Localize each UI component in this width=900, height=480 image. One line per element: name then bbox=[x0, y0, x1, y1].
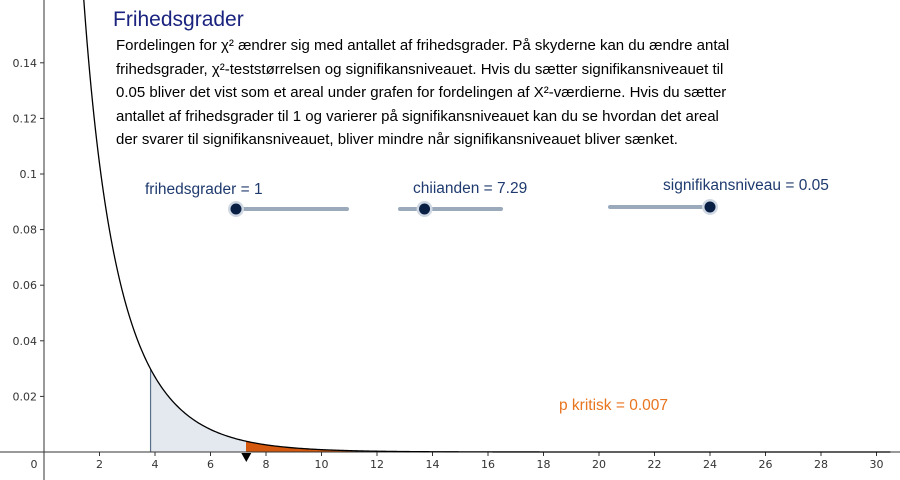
description-line: frihedsgrader, χ²-teststørrelsen og signifikansniveauet. Hvis du sætter signifikansniveauet til bbox=[116, 60, 724, 78]
description-line: der svarer til signifikansniveauet, bliver mindre når signifikansniveauet bliver sænket. bbox=[116, 131, 678, 148]
sig-slider-knob[interactable] bbox=[705, 202, 716, 213]
x-tick-label: 8 bbox=[262, 458, 270, 471]
x-tick-label: 26 bbox=[758, 458, 773, 471]
y-tick-label: 0.04 bbox=[12, 334, 37, 348]
df-slider-knob[interactable] bbox=[231, 204, 242, 215]
description-text bbox=[116, 34, 796, 152]
df-slider-label: frihedsgrader = 1 bbox=[145, 181, 263, 198]
description-line: Fordelingen for χ² ændrer sig med antallet af frihedsgrader. På skyderne kan du ændre antal bbox=[116, 37, 730, 54]
y-tick-label: 0.14 bbox=[12, 56, 37, 70]
y-tick-label: 0.1 bbox=[19, 168, 37, 181]
x-tick-label: 16 bbox=[481, 458, 495, 471]
x-tick-label: 10 bbox=[314, 458, 329, 471]
y-tick-label: 0.12 bbox=[12, 112, 37, 126]
chi-value-marker bbox=[241, 453, 251, 462]
x-tick-label: 18 bbox=[536, 458, 551, 471]
x-tick-label: 20 bbox=[592, 458, 606, 471]
x-tick-label: 30 bbox=[869, 458, 884, 471]
p-critical-label: p kritisk = 0.007 bbox=[559, 397, 668, 414]
x-tick-label: 6 bbox=[207, 458, 214, 471]
significance-area bbox=[151, 369, 247, 452]
description-line: 0.05 bliver det vist som et areal under grafen for fordelingen af X²-værdierne. Hvis du sætter bbox=[116, 84, 727, 101]
x-tick-label: 2 bbox=[96, 458, 103, 471]
y-tick-label: 0.06 bbox=[12, 279, 37, 293]
page-title: Frihedsgrader bbox=[113, 8, 244, 31]
x-tick-label: 12 bbox=[370, 458, 384, 471]
x-tick-label: 0 bbox=[30, 458, 38, 471]
chi-slider-knob[interactable] bbox=[419, 204, 430, 215]
y-tick-label: 0.02 bbox=[12, 390, 37, 404]
x-tick-label: 14 bbox=[425, 458, 440, 471]
chi-slider-label: chiianden = 7.29 bbox=[413, 180, 528, 197]
description-line: antallet af frihedsgrader til 1 og varierer på signifikansniveauet kan du se hvordan det areal bbox=[116, 107, 719, 125]
x-tick-label: 24 bbox=[703, 458, 717, 471]
x-tick-label: 22 bbox=[647, 458, 662, 471]
x-tick-label: 28 bbox=[814, 458, 828, 471]
slider-layer[interactable] bbox=[228, 199, 718, 217]
region-layer bbox=[151, 369, 377, 452]
x-tick-label: 4 bbox=[151, 458, 159, 471]
sig-slider-label: signifikansniveau = 0.05 bbox=[663, 177, 829, 194]
y-tick-label: 0.08 bbox=[12, 223, 37, 237]
